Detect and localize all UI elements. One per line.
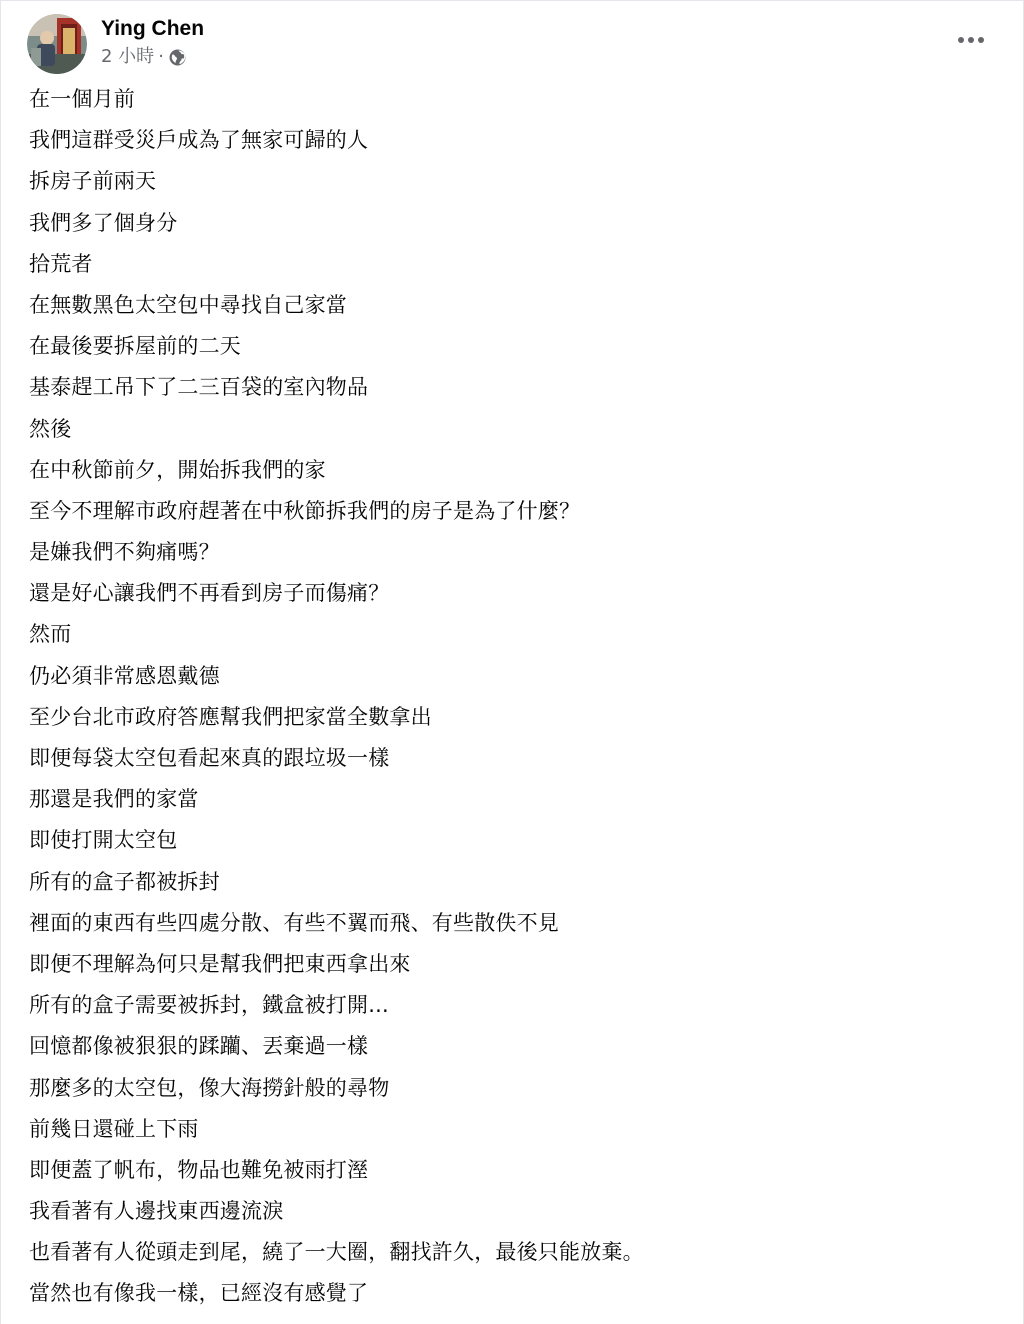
post-text-line: 回憶都像被狠狠的蹂躪、丟棄過一樣 (29, 1034, 369, 1059)
post-subline (101, 46, 204, 68)
post-text-line: 我看著有人邊找東西邊流淚 (29, 1199, 284, 1224)
post-text-line: 至少台北市政府答應幫我們把家當全數拿出 (29, 704, 432, 729)
post-text-line: 在一個月前 (29, 87, 135, 111)
post-text-line: 所有的盒子需要被拆封，鐵盒被打開... (29, 993, 389, 1018)
post-text-line: 所有的盒子都被拆封 (29, 869, 220, 894)
post-text-line: 是嫌我們不夠痛嗎？ (29, 540, 220, 565)
post-text-line: 仍必須非常感恩戴德 (29, 663, 220, 688)
post-text-line: 至今不理解市政府趕著在中秋節拆我們的房子是為了什麼？ (29, 498, 581, 523)
post-text-line: 即使打開太空包 (29, 828, 178, 853)
post-text-line: 也看著有人從頭走到尾，繞了一大圈，翻找許久，最後只能放棄。 (29, 1240, 644, 1265)
post-text-line: 在無數黑色太空包中尋找自己家當 (29, 292, 347, 317)
more-options-button[interactable] (953, 25, 989, 55)
post-text-line: 然後 (29, 416, 72, 441)
separator-dot: · (158, 46, 164, 67)
post-text-line: 然而 (29, 622, 72, 647)
post-text-line: 即便蓋了帆布，物品也難免被雨打溼 (29, 1157, 369, 1182)
post-text-line: 我們多了個身分 (29, 210, 178, 235)
post-meta (101, 14, 204, 74)
post-header (27, 13, 204, 75)
post-text-line: 在最後要拆屋前的二天 (29, 334, 241, 359)
post-text-line: 基泰趕工吊下了二三百袋的室內物品 (29, 375, 369, 400)
more-options-icon (957, 36, 985, 44)
globe-icon[interactable] (169, 49, 186, 66)
post-text-line: 還是好心讓我們不再看到房子而傷痛？ (29, 581, 390, 606)
post-text-line: 那還是我們的家當 (29, 787, 199, 812)
post-text-line: 拆房子前兩天 (29, 169, 157, 194)
avatar-image (27, 14, 87, 74)
post-text-line: 裡面的東西有些四處分散、有些不翼而飛、有些散佚不見 (29, 910, 559, 935)
post-text-line: 拾荒者 (29, 251, 93, 276)
post-timestamp[interactable]: 2 小時 (101, 46, 155, 67)
post-body (29, 79, 989, 1315)
post-text-line: 即便每袋太空包看起來真的跟垃圾一樣 (29, 746, 390, 770)
post-text-line: 當然也有像我一樣，已經沒有感覺了 (29, 1281, 369, 1306)
post-text-line: 前幾日還碰上下雨 (29, 1116, 199, 1141)
post-text-line: 那麼多的太空包，像大海撈針般的尋物 (29, 1075, 390, 1100)
post-text-line: 在中秋節前夕，開始拆我們的家 (29, 457, 326, 482)
avatar[interactable] (27, 14, 87, 74)
post-text-line: 我們這群受災戶成為了無家可歸的人 (29, 128, 369, 153)
author-name[interactable]: Ying Chen (101, 17, 205, 40)
post-text-line: 即便不理解為何只是幫我們把東西拿出來 (29, 951, 411, 976)
